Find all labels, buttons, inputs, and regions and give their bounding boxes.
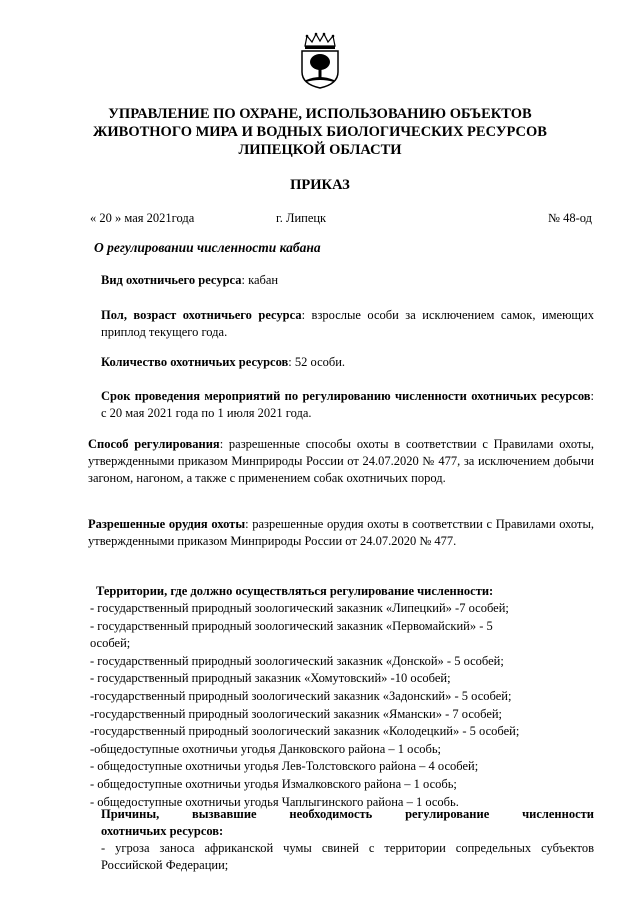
list-item: - государственный природный зоологический заказник «Первомайский» - 5 bbox=[90, 618, 493, 633]
list-item: - общедоступные охотничьи угодья Измалковского района – 1 особь; bbox=[90, 776, 457, 791]
reasons-title-word: вызвавшие bbox=[192, 807, 257, 821]
list-item: -государственный природный зоологический заказник «Колодецкий» - 5 особей; bbox=[90, 724, 520, 739]
reasons-title-word: численности bbox=[522, 807, 594, 821]
term-value: : с 20 мая 2021 года по 1 июля 2021 года. bbox=[101, 389, 594, 420]
dateline bbox=[90, 211, 592, 227]
resource-label: Вид охотничьего ресурса bbox=[101, 273, 242, 287]
order-number: № 48-од bbox=[548, 211, 592, 225]
list-item: - общедоступные охотничьи угодья Лев-Толстовского района – 4 особей; bbox=[90, 759, 479, 774]
list-item: - государственный природный зоологический заказник «Донской» - 5 особей; bbox=[90, 653, 504, 668]
count-label: Количество охотничьих ресурсов bbox=[101, 355, 289, 369]
order-title: ПРИКАЗ bbox=[290, 177, 350, 193]
sex-age-paragraph bbox=[101, 307, 594, 341]
tools-paragraph bbox=[88, 516, 594, 550]
count-value: : 52 особи. bbox=[288, 355, 346, 369]
list-item: -государственный природный зоологический заказник «Задонский» - 5 особей; bbox=[90, 688, 512, 703]
reasons-title-word: необходимость bbox=[289, 807, 373, 821]
sex-age-value: : взрослые особи за исключением самок, имеющих приплод текущего года. bbox=[101, 308, 594, 339]
reasons-title-line bbox=[101, 806, 594, 823]
header-line: УПРАВЛЕНИЕ ПО ОХРАНЕ, ИСПОЛЬЗОВАНИЮ ОБЪЕКТОВ bbox=[108, 106, 532, 122]
reasons-title-word: Причины, bbox=[101, 807, 160, 821]
territories-list bbox=[90, 600, 590, 811]
reasons-title-word: регулирование bbox=[405, 807, 490, 821]
count-paragraph bbox=[101, 354, 594, 371]
resource-paragraph bbox=[101, 272, 594, 289]
method-label: Способ регулирования bbox=[88, 437, 220, 451]
order-date: « 20 » мая 2021года bbox=[90, 211, 195, 225]
coat-of-arms-emblem bbox=[297, 32, 343, 90]
term-label: Срок проведения мероприятий по регулированию численности охотничьих ресурсов bbox=[101, 389, 591, 403]
tools-label: Разрешенные орудия охоты bbox=[88, 517, 246, 531]
tools-value: : разрешенные орудия охоты в соответствии с Правилами охоты, утвержденными приказом Минприроды России от 24.07.2020 № 477. bbox=[88, 517, 594, 548]
list-item: - общедоступные охотничьи угодья Чаплыгинского района – 1 особь. bbox=[90, 794, 459, 809]
method-value: : разрешенные способы охоты в соответствии с Правилами охоты, утвержденными приказом Минприроды России от 24.07.2020 № 477, за исключением добычи загоном, нагоном, а также с применением собак охотничьих пород. bbox=[88, 437, 594, 485]
list-item: - государственный природный зоологический заказник «Липецкий» -7 особей; bbox=[90, 601, 509, 615]
list-item: особей; bbox=[90, 636, 131, 651]
header-line: ЖИВОТНОГО МИРА И ВОДНЫХ БИОЛОГИЧЕСКИХ РЕСУРСОВ bbox=[93, 124, 547, 140]
reasons-title-line2: охотничьих ресурсов: bbox=[101, 824, 224, 838]
method-paragraph bbox=[88, 436, 594, 487]
order-city: г. Липецк bbox=[276, 211, 327, 225]
list-item: - государственный природный заказник «Хомутовский» -10 особей; bbox=[90, 671, 451, 686]
reasons-title bbox=[101, 806, 594, 840]
sex-age-label: Пол, возраст охотничьего ресурса bbox=[101, 308, 302, 322]
header-line: ЛИПЕЦКОЙ ОБЛАСТИ bbox=[238, 142, 402, 158]
resource-value: : кабан bbox=[241, 273, 279, 287]
list-item: -общедоступные охотничьи угодья Данковского района – 1 особь; bbox=[90, 741, 442, 756]
reasons-item: - угроза заноса африканской чумы свиней с территории сопредельных субъектов Российской Федерации; bbox=[101, 841, 594, 872]
list-item: -государственный природный зоологический заказник «Ямански» - 7 особей; bbox=[90, 706, 503, 721]
agency-header bbox=[60, 105, 580, 159]
order-subject: О регулировании численности кабана bbox=[94, 240, 321, 255]
term-paragraph bbox=[101, 388, 594, 422]
territories-title: Территории, где должно осуществляться регулирование численности: bbox=[96, 584, 494, 598]
